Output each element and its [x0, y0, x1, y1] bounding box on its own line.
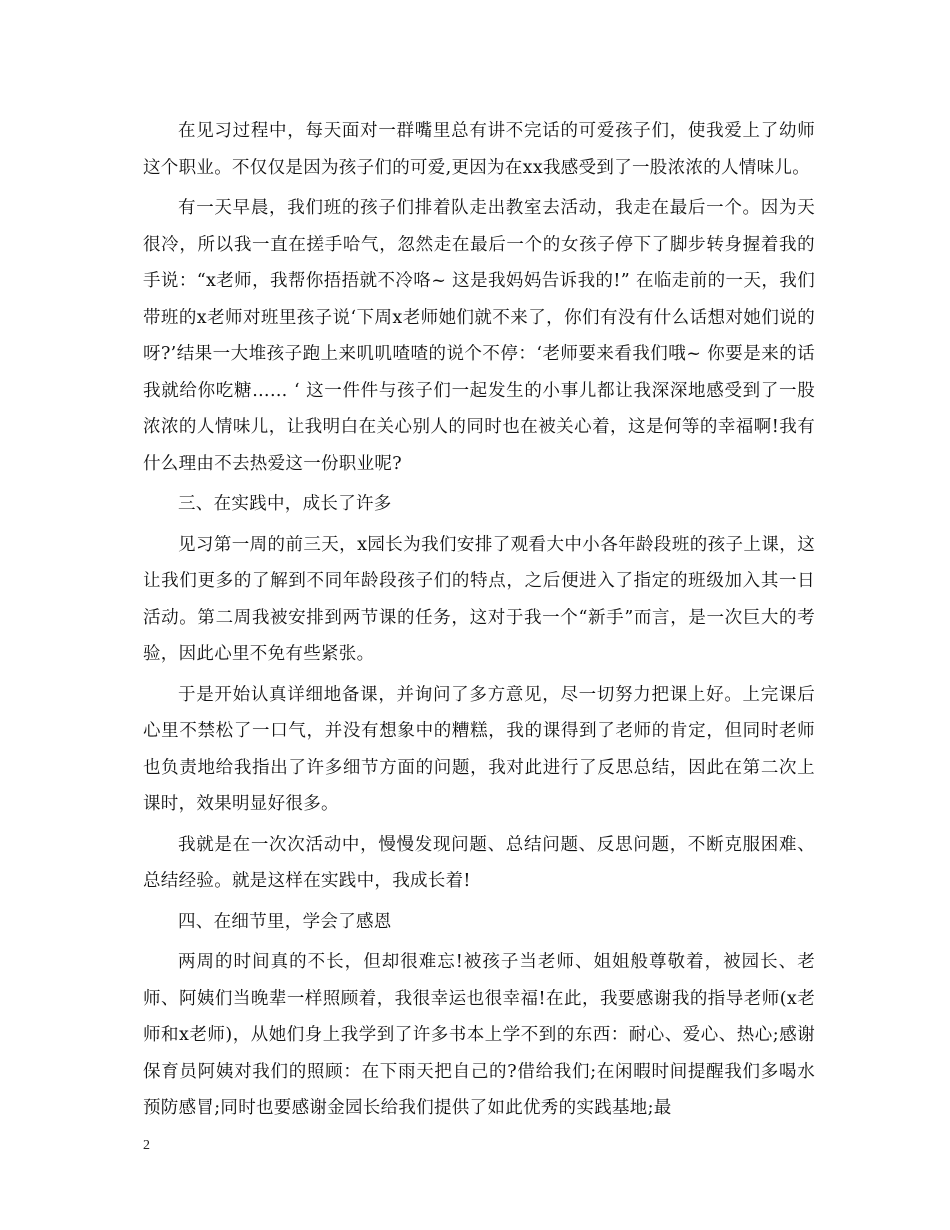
section-heading: 三、在实践中，成长了许多	[178, 494, 392, 514]
paragraph: 有一天早晨，我们班的孩子们排着队走出教室去活动，我走在最后一个。因为天很冷，所以我一直在搓手哈气，忽然走在最后一个的女孩子停下了脚步转身握着我的手说：“x老师，我帮你捂捂就不冷咯~ 这是我妈妈告诉我的!” 在临走前的一天，我们带班的x老师对班里孩子说‘下周x老师她们就不来了，你们有没有什么话想对她们说的呀?’结果一大堆孩子跑上来叽叽喳喳的说个不停：‘老师要来看我们哦~ 你要是来的话我就给你吃糖…… ‘ 这一件件与孩子们一起发生的小事儿都让我深深地感受到了一股浓浓的人情味儿，让我明白在关心别人的同时也在被关心着，这是何等的幸福啊!我有什么理由不去热爱这一份职业呢?	[143, 198, 815, 474]
paragraph: 我就是在一次次活动中，慢慢发现问题、总结问题、反思问题，不断克服困难、总结经验。就是这样在实践中，我成长着!	[143, 834, 815, 891]
paragraph: 在见习过程中，每天面对一群嘴里总有讲不完话的可爱孩子们，使我爱上了幼师这个职业。不仅仅是因为孩子们的可爱,更因为在xx我感受到了一股浓浓的人情味儿。	[143, 121, 815, 178]
page-number: 2	[143, 1138, 150, 1153]
section-heading: 四、在细节里，学会了感恩	[178, 911, 392, 932]
paragraph: 见习第一周的前三天，x园长为我们安排了观看大中小各年龄段班的孩子上课，这让我们更多的了解到不同年龄段孩子们的特点，之后便进入了指定的班级加入其一日活动。第二周我被安排到两节课的任务，这对于我一个“新手”而言，是一次巨大的考验，因此心里不免有些紧张。	[143, 534, 815, 664]
paragraph: 于是开始认真详细地备课，并询问了多方意见，尽一切努力把课上好。上完课后心里不禁松了一口气，并没有想象中的糟糕，我的课得到了老师的肯定，但同时老师也负责地给我指出了许多细节方面的问题，我对此进行了反思总结，因此在第二次上课时，效果明显好很多。	[143, 684, 815, 814]
paragraph: 两周的时间真的不长，但却很难忘!被孩子当老师、姐姐般尊敬着，被园长、老师、阿姨们当晚辈一样照顾着，我很幸运也很幸福!在此，我要感谢我的指导老师(x老师和x老师)，从她们身上我学到了许多书本上学不到的东西：耐心、爱心、热心;感谢保育员阿姨对我们的照顾：在下雨天把自己的?借给我们;在闲暇时间提醒我们多喝水预防感冒;同时也要感谢金园长给我们提供了如此优秀的实践基地;最	[143, 952, 815, 1118]
document-body	[143, 113, 815, 1131]
